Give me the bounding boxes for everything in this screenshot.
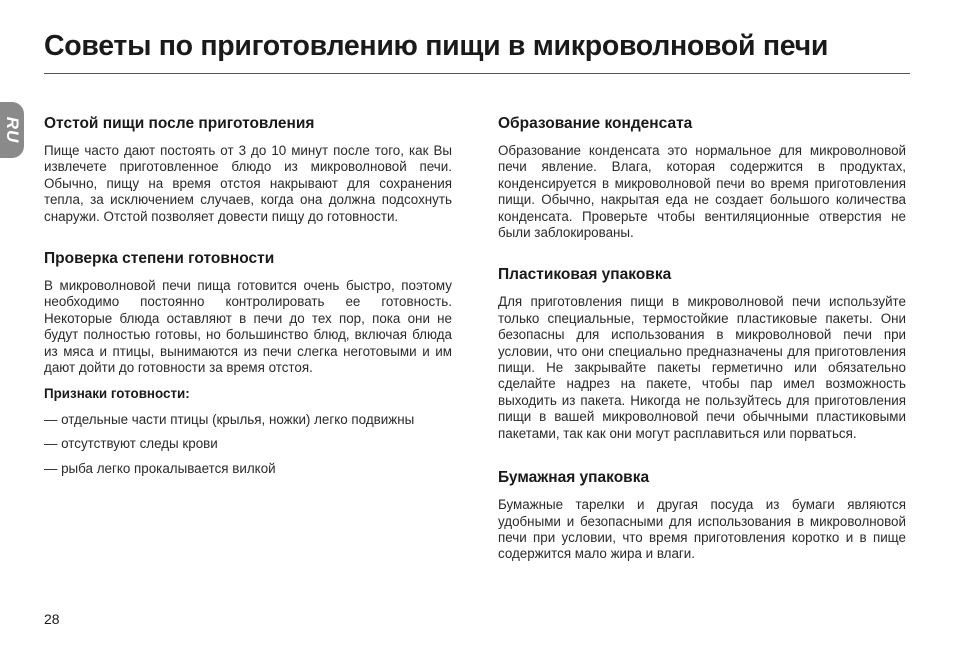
- language-tab: [0, 102, 24, 158]
- section-body: Для приготовления пищи в микроволновой печи используйте только специальные, термостойкие пластиковые пакеты. Они безопасны для использования в микроволновой печи при условии, что они специально предназначены для приготовления пищи. Не закрывайте пакеты герметично или обязательно сделайте надрез на пакете, чтобы пар имел возможность выходить из пакета. Никогда не пользуйтесь для приготовления пищи в вашей микроволновой печи обычными пластиковыми пакетами, так как они могут расплавиться или порваться.: [498, 294, 906, 441]
- section-doneness-check: [44, 249, 452, 477]
- section-body: Пище часто дают постоять от 3 до 10 минут после того, как Вы извлечете приготовленное блюдо из микроволновой печи. Обычно, пищу на время отстоя накрывают для сохранения тепла, за исключением случаев, когда она должна подсохнуть снаружи. Отстой позволяет довести пищу до готовности.: [44, 143, 452, 224]
- section-heading: Пластиковая упаковка: [498, 266, 672, 284]
- right-column: [498, 114, 906, 563]
- section-body: Образование конденсата это нормальное для микроволновой печи явление. Влага, которая содержится в продуктах, конденсируется в микроволновой печи во время приготовления пищи. Обычно, накрытая еда не создает большого количества конденсата. Проверьте чтобы вентиляционные отверстия не были заблокированы.: [498, 143, 906, 241]
- section-body: В микроволновой печи пища готовится очень быстро, поэтому необходимо постоянно контролировать ее готовность. Некоторые блюда оставляют в печи до тех пор, пока они не будут полностью готовы, но большинство блюд, включая блюда из мяса и птицы, вынимаются из печи слегка неготовыми и им дают дойти до готовности за время отстоя.: [44, 278, 452, 376]
- section-heading: Образование конденсата: [498, 115, 693, 132]
- left-column: [44, 114, 452, 485]
- section-plastic-packaging: [498, 265, 906, 442]
- section-heading: Проверка степени готовности: [44, 250, 275, 268]
- section-condensation: [498, 114, 906, 241]
- section-standing-time: [44, 114, 452, 225]
- page-number: 28: [44, 611, 60, 627]
- language-tab-label: RU: [3, 116, 22, 144]
- section-heading: Отстой пищи после приготовления: [44, 115, 315, 132]
- list-item: — отдельные части птицы (крылья, ножки) легко подвижны: [44, 411, 415, 427]
- title-divider: [44, 73, 910, 74]
- signs-heading: Признаки готовности:: [44, 386, 190, 402]
- section-heading: Бумажная упаковка: [498, 469, 650, 487]
- section-body: Бумажные тарелки и другая посуда из бумаги являются удобными и безопасными для использования в микроволновой печи при условии, что время приготовления коротко и в пище содержится мало жира и влаги.: [498, 497, 906, 562]
- list-item: — отсутствуют следы крови: [44, 436, 218, 452]
- list-item: — рыба легко прокалывается вилкой: [44, 460, 276, 476]
- section-paper-packaging: [498, 468, 906, 563]
- page-title: Советы по приготовлению пищи в микроволновой печи: [44, 30, 829, 62]
